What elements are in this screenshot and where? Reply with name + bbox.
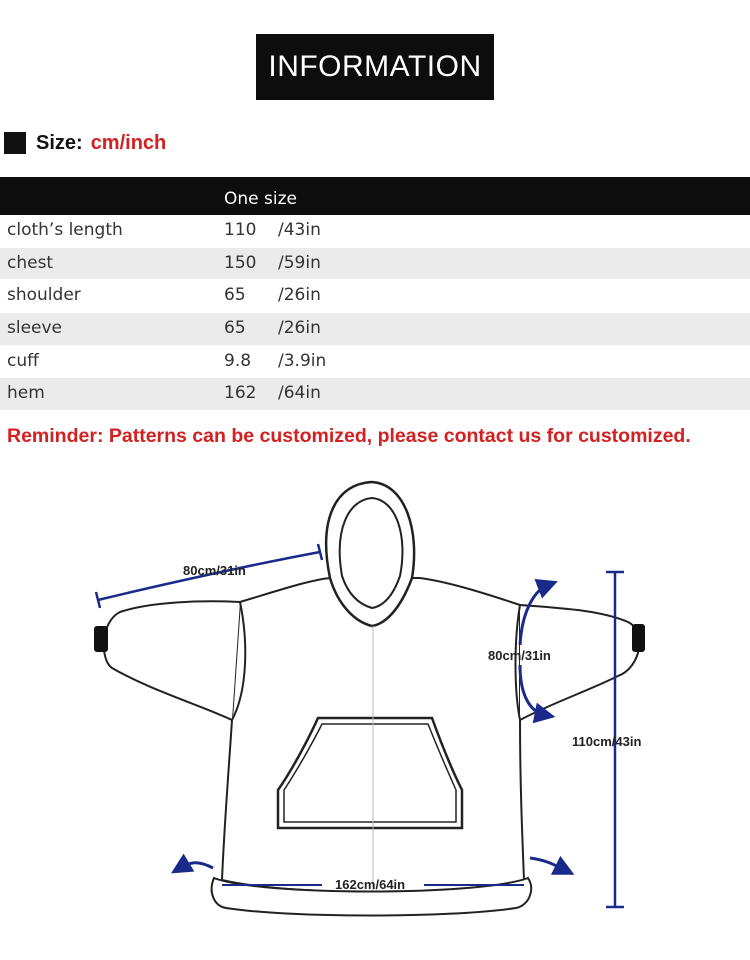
column-header-one-size: One size bbox=[224, 189, 297, 209]
row-name: hem bbox=[7, 383, 45, 404]
row-inch-value: /3.9in bbox=[278, 350, 327, 371]
row-name: sleeve bbox=[7, 318, 63, 339]
size-unit: cm/inch bbox=[90, 131, 167, 154]
size-label: Size: bbox=[36, 131, 83, 154]
information-title: INFORMATION bbox=[268, 50, 482, 83]
row-name: shoulder bbox=[7, 285, 81, 306]
table-row bbox=[0, 215, 750, 248]
size-heading bbox=[4, 130, 166, 156]
sleeve-width-label: 80cm/31in bbox=[488, 648, 551, 663]
hem-arrow-left bbox=[180, 863, 213, 868]
row-inch-value: /59in bbox=[278, 252, 321, 273]
table-row bbox=[0, 346, 750, 379]
row-inch-value: /26in bbox=[278, 318, 321, 339]
row-inch-value: /43in bbox=[278, 220, 321, 240]
customization-reminder: Reminder: Patterns can be customized, please contact us for customized. bbox=[7, 425, 691, 447]
sleeve-length-label: 80cm/31in bbox=[183, 563, 246, 578]
hem-label: 162cm/64in bbox=[335, 877, 406, 892]
row-name: cuff bbox=[7, 350, 39, 371]
row-inch-value: /64in bbox=[278, 383, 321, 404]
size-table bbox=[0, 177, 750, 411]
table-row bbox=[0, 248, 750, 281]
table-row bbox=[0, 280, 750, 313]
square-bullet-icon bbox=[4, 132, 26, 154]
row-name: chest bbox=[7, 252, 54, 273]
row-cm-value: 162 bbox=[224, 383, 257, 404]
right-cuff-icon bbox=[632, 624, 645, 652]
hoodie-measurement-diagram bbox=[0, 470, 750, 960]
row-inch-value: /26in bbox=[278, 285, 321, 306]
row-cm-value: 9.8 bbox=[224, 350, 252, 371]
row-cm-value: 150 bbox=[224, 252, 257, 273]
row-cm-value: 65 bbox=[224, 318, 246, 339]
left-sleeve-outline bbox=[104, 601, 240, 720]
hem-arrow-right bbox=[530, 858, 565, 870]
hood-inner-outline bbox=[340, 498, 403, 608]
row-cm-value: 110 bbox=[224, 220, 257, 240]
length-label: 110cm/43in bbox=[572, 734, 642, 749]
left-cuff-icon bbox=[94, 626, 108, 652]
table-row bbox=[0, 378, 750, 411]
table-row bbox=[0, 313, 750, 346]
row-name: cloth’s length bbox=[7, 220, 123, 240]
row-cm-value: 65 bbox=[224, 285, 246, 306]
information-banner bbox=[256, 34, 494, 100]
size-table-header bbox=[0, 177, 750, 215]
